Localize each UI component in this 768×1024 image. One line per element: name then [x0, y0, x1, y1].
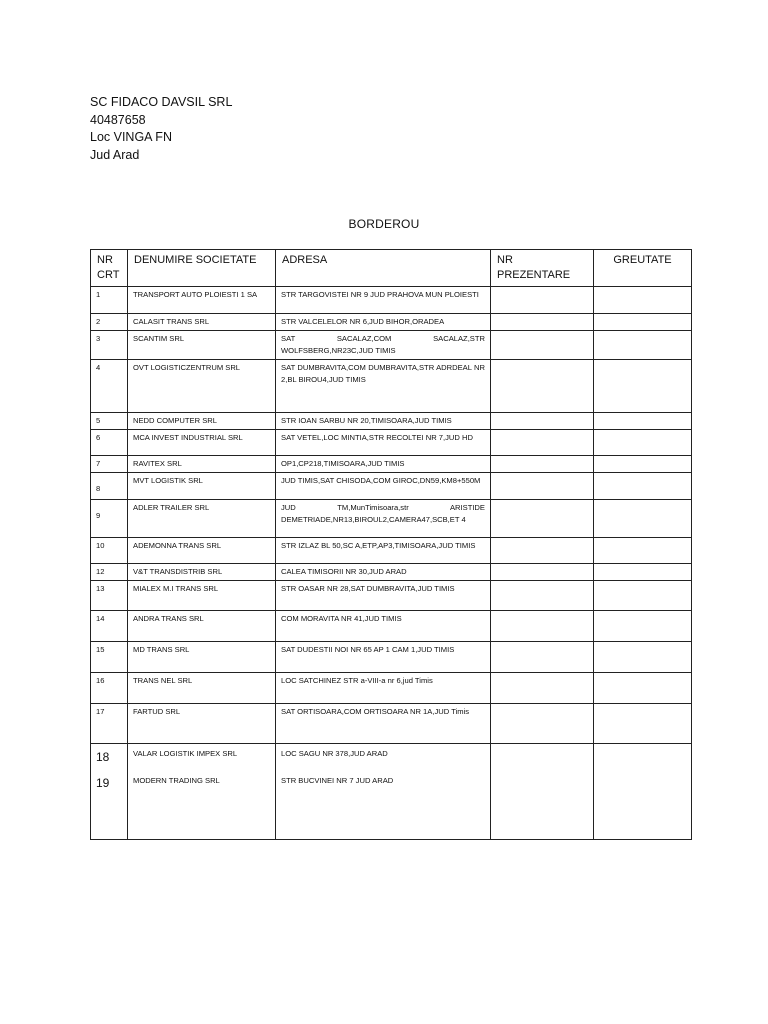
row-nr-prezentare[interactable]	[491, 564, 594, 581]
row-nr: 15	[91, 642, 128, 673]
header-adresa: ADRESA	[276, 250, 491, 287]
row-nr: 9	[91, 500, 128, 538]
row-name: SCANTIM SRL	[128, 331, 276, 360]
row-address: OP1,CP218,TIMISOARA,JUD TIMIS	[276, 456, 491, 473]
row-nr: 7	[91, 456, 128, 473]
table-row	[91, 704, 692, 744]
borderou-table	[90, 249, 692, 840]
row-nr-prezentare[interactable]	[491, 287, 594, 314]
row-nr-prezentare[interactable]	[491, 456, 594, 473]
row-name: TRANS NEL SRL	[128, 673, 276, 704]
table-row	[91, 500, 692, 538]
row-greutate[interactable]	[594, 500, 692, 538]
row-address: SAT DUMBRAVITA,COM DUMBRAVITA,STR ADRDEAL NR 2,BL BIROU4,JUD TIMIS	[276, 360, 491, 413]
table-row	[91, 744, 692, 840]
row-nr: 12	[91, 564, 128, 581]
table-row	[91, 642, 692, 673]
row-nr: 18 19	[91, 744, 128, 840]
row-nr: 1	[91, 287, 128, 314]
company-county: Jud Arad	[90, 147, 140, 162]
row-nr-prezentare[interactable]	[491, 611, 594, 642]
row-greutate[interactable]	[594, 581, 692, 611]
row-address: CALEA TIMISORII NR 30,JUD ARAD	[276, 564, 491, 581]
row-nr-prezentare[interactable]	[491, 704, 594, 744]
table-row	[91, 430, 692, 456]
row-greutate[interactable]	[594, 314, 692, 331]
row-name: V&T TRANSDISTRIB SRL	[128, 564, 276, 581]
row-greutate[interactable]	[594, 673, 692, 704]
row-address: SAT VETEL,LOC MINTIA,STR RECOLTEI NR 7,JUD HD	[276, 430, 491, 456]
row-address: JUD TM,MunTimisoara,str ARISTIDE DEMETRIADE,NR13,BIROUL2,CAMERA47,SCB,ET 4	[276, 500, 491, 538]
table-row	[91, 611, 692, 642]
row-nr: 6	[91, 430, 128, 456]
row-address: SAT ORTISOARA,COM ORTISOARA NR 1A,JUD Timis	[276, 704, 491, 744]
row-nr-prezentare[interactable]	[491, 413, 594, 430]
row-nr: 10	[91, 538, 128, 564]
row-address: COM MORAVITA NR 41,JUD TIMIS	[276, 611, 491, 642]
row-name: TRANSPORT AUTO PLOIESTI 1 SA	[128, 287, 276, 314]
table-row	[91, 564, 692, 581]
row-greutate[interactable]	[594, 642, 692, 673]
row-address: JUD TIMIS,SAT CHISODA,COM GIROC,DN59,KM8+550M	[276, 473, 491, 500]
row-address: STR TARGOVISTEI NR 9 JUD PRAHOVA MUN PLOIESTI	[276, 287, 491, 314]
row-greutate[interactable]	[594, 538, 692, 564]
row-address: STR OASAR NR 28,SAT DUMBRAVITA,JUD TIMIS	[276, 581, 491, 611]
row-name: NEDD COMPUTER SRL	[128, 413, 276, 430]
row-name: FARTUD SRL	[128, 704, 276, 744]
row-name: MIALEX M.I TRANS SRL	[128, 581, 276, 611]
header-greutate: GREUTATE	[594, 250, 692, 287]
row-name: ADEMONNA TRANS SRL	[128, 538, 276, 564]
header-nr-crt: NR CRT	[91, 250, 128, 287]
row-nr: 13	[91, 581, 128, 611]
table-row	[91, 360, 692, 413]
company-name: SC FIDACO DAVSIL SRL	[90, 95, 233, 109]
row-greutate[interactable]	[594, 611, 692, 642]
row-nr-prezentare[interactable]	[491, 473, 594, 500]
row-name: ADLER TRAILER SRL	[128, 500, 276, 538]
row-nr: 2	[91, 314, 128, 331]
row-address: SAT DUDESTII NOI NR 65 AP 1 CAM 1,JUD TIMIS	[276, 642, 491, 673]
table-row	[91, 538, 692, 564]
row-nr: 14	[91, 611, 128, 642]
row-nr: 4	[91, 360, 128, 413]
document-title: BORDEROU	[348, 217, 420, 231]
row-greutate[interactable]	[594, 430, 692, 456]
row-greutate[interactable]	[594, 473, 692, 500]
row-address: LOC SAGU NR 378,JUD ARAD STR BUCVINEI NR 7 JUD ARAD	[276, 744, 491, 840]
row-name: OVT LOGISTICZENTRUM SRL	[128, 360, 276, 413]
row-name: VALAR LOGISTIK IMPEX SRL MODERN TRADING SRL	[128, 744, 276, 840]
row-nr-prezentare[interactable]	[491, 673, 594, 704]
row-name: RAVITEX SRL	[128, 456, 276, 473]
row-name: ANDRA TRANS SRL	[128, 611, 276, 642]
company-code: 40487658	[90, 112, 146, 127]
company-locality: Loc VINGA FN	[90, 130, 172, 144]
row-nr-prezentare[interactable]	[491, 430, 594, 456]
header-nr-prezentare: NR PREZENTARE	[491, 250, 594, 287]
row-nr-prezentare[interactable]	[491, 642, 594, 673]
row-address: STR IOAN SARBU NR 20,TIMISOARA,JUD TIMIS	[276, 413, 491, 430]
row-nr: 8	[91, 473, 128, 500]
row-name: MD TRANS SRL	[128, 642, 276, 673]
row-nr-prezentare[interactable]	[491, 581, 594, 611]
row-greutate[interactable]	[594, 744, 692, 840]
row-greutate[interactable]	[594, 456, 692, 473]
row-nr-prezentare[interactable]	[491, 360, 594, 413]
row-greutate[interactable]	[594, 564, 692, 581]
table-row	[91, 331, 692, 360]
table-row	[91, 581, 692, 611]
row-nr-prezentare[interactable]	[491, 331, 594, 360]
row-nr: 17	[91, 704, 128, 744]
row-address: SAT SACALAZ,COM SACALAZ,STR WOLFSBERG,NR23C,JUD TIMIS	[276, 331, 491, 360]
company-header	[90, 94, 232, 164]
row-nr-prezentare[interactable]	[491, 314, 594, 331]
row-greutate[interactable]	[594, 331, 692, 360]
row-nr-prezentare[interactable]	[491, 500, 594, 538]
table-row	[91, 673, 692, 704]
header-denumire: DENUMIRE SOCIETATE	[128, 250, 276, 287]
row-address: STR VALCELELOR NR 6,JUD BIHOR,ORADEA	[276, 314, 491, 331]
row-name: MVT LOGISTIK SRL	[128, 473, 276, 500]
row-greutate[interactable]	[594, 360, 692, 413]
table-row	[91, 314, 692, 331]
row-nr: 3	[91, 331, 128, 360]
row-name: CALASIT TRANS SRL	[128, 314, 276, 331]
row-nr-prezentare[interactable]	[491, 538, 594, 564]
table-row	[91, 456, 692, 473]
table-row	[91, 287, 692, 314]
row-name: MCA INVEST INDUSTRIAL SRL	[128, 430, 276, 456]
row-address: LOC SATCHINEZ STR a-VIII-a nr 6,jud Timis	[276, 673, 491, 704]
row-greutate[interactable]	[594, 704, 692, 744]
table-row	[91, 413, 692, 430]
row-nr: 16	[91, 673, 128, 704]
table-row	[91, 473, 692, 500]
row-greutate[interactable]	[594, 413, 692, 430]
row-address: STR IZLAZ BL 50,SC A,ETP,AP3,TIMISOARA,JUD TIMIS	[276, 538, 491, 564]
row-nr-prezentare[interactable]	[491, 744, 594, 840]
row-nr: 5	[91, 413, 128, 430]
row-greutate[interactable]	[594, 287, 692, 314]
